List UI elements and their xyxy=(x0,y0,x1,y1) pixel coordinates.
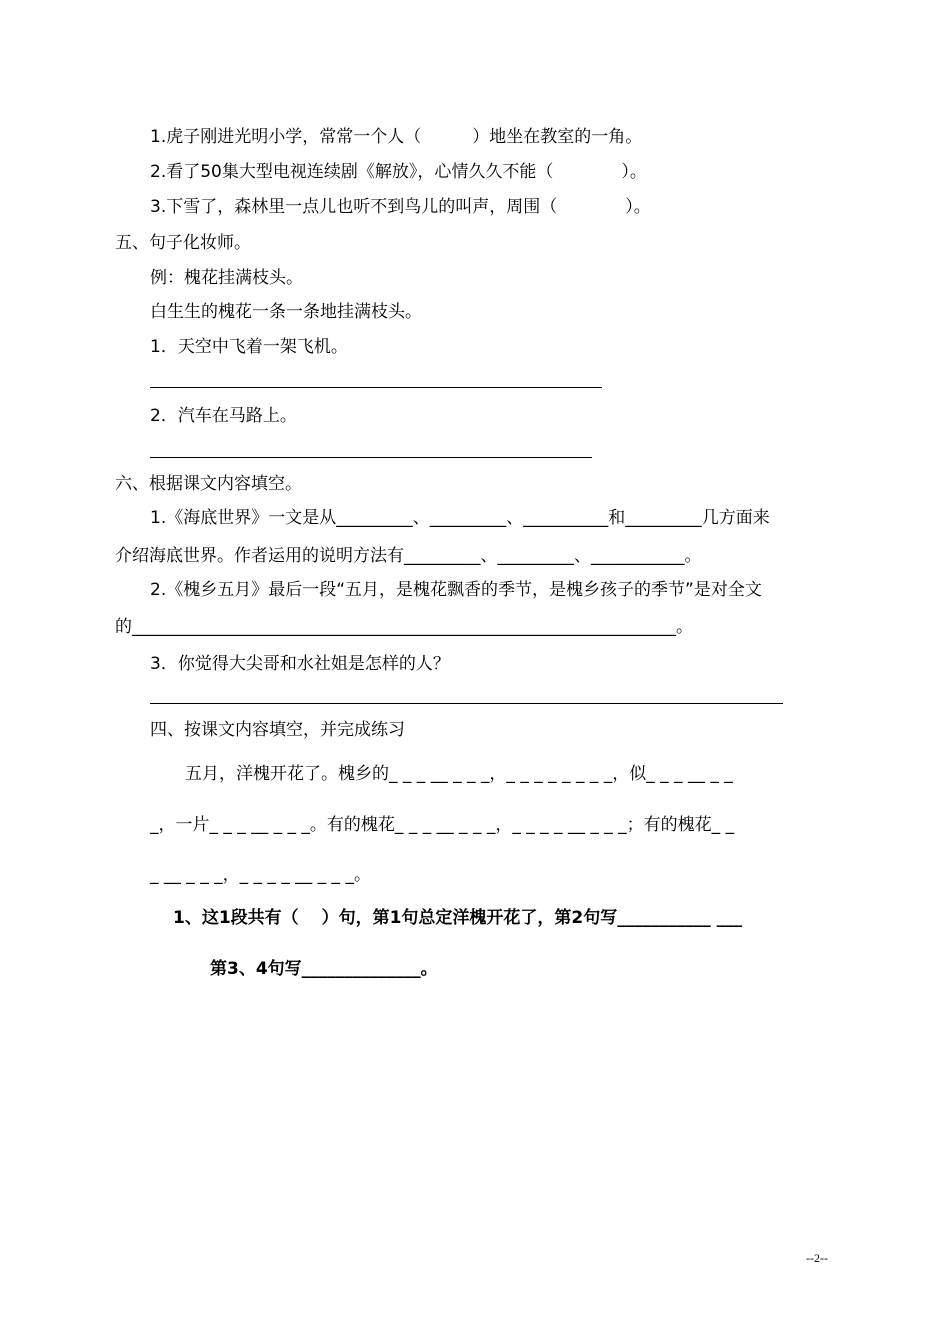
section-three-item-2: 2.看了50集大型电视连续剧《解放》，心情久久不能（ ）。 xyxy=(150,162,647,182)
section-three-item-1: 1.虎子刚进光明小学，常常一个人（ ）地坐在教室的一角。 xyxy=(150,127,643,147)
section-six-title: 六、根据课文内容填空。 xyxy=(115,474,302,494)
section-five-item-1: 1．天空中飞着一架飞机。 xyxy=(150,337,348,357)
section-three-item-3: 3.下雪了，森林里一点儿也听不到鸟儿的叫声，周围（ ）。 xyxy=(150,197,651,217)
section-six-q1-line1: 1.《海底世界》一文是从_________、_________、__________和_________几方面来 xyxy=(150,508,770,528)
section-six-q2-line2: 的________________________________________________________________。 xyxy=(115,617,693,637)
section-six-q1-line2: 介绍海底世界。作者运用的说明方法有_________、_________、___________。 xyxy=(115,546,702,566)
page-number: --2-- xyxy=(806,1251,828,1265)
section-four-passage-line1: 五月，洋槐开花了。槐乡的_ _ _ __ _ _ _，_ _ _ _ _ _ _ _，似_ _ _ __ _ _ xyxy=(185,764,733,784)
answer-line[interactable] xyxy=(150,387,602,388)
section-five-example-label: 例：槐花挂满枝头。 xyxy=(150,268,303,288)
answer-line[interactable] xyxy=(150,703,783,704)
section-six-q2-line1: 2.《槐乡五月》最后一段“五月，是槐花飘香的季节，是槐乡孩子的季节”是对全文 xyxy=(150,580,762,600)
section-four-exercise-line2: 第3、4句写______________。 xyxy=(210,959,438,979)
section-four-exercise-line1: 1、这1段共有（ ）句，第1句总定洋槐开花了，第2句写___________ ___ xyxy=(173,908,743,928)
section-six-q3: 3．你觉得大尖哥和水社姐是怎样的人？ xyxy=(150,654,450,674)
section-four-passage-line3: _ __ _ _ _，_ _ _ _ __ _ _ _。 xyxy=(150,865,371,885)
section-five-title: 五、句子化妆师。 xyxy=(115,233,251,253)
answer-line[interactable] xyxy=(150,457,592,458)
section-five-example-answer: 白生生的槐花一条一条地挂满枝头。 xyxy=(150,302,422,322)
section-four-title: 四、按课文内容填空，并完成练习 xyxy=(150,720,405,740)
section-four-passage-line2: _，一片_ _ _ __ _ _ _。有的槐花_ _ _ __ _ _ _，_ _ _ _ __ _ _ _；有的槐花_ _ xyxy=(150,815,735,835)
section-five-item-2: 2．汽车在马路上。 xyxy=(150,406,297,426)
